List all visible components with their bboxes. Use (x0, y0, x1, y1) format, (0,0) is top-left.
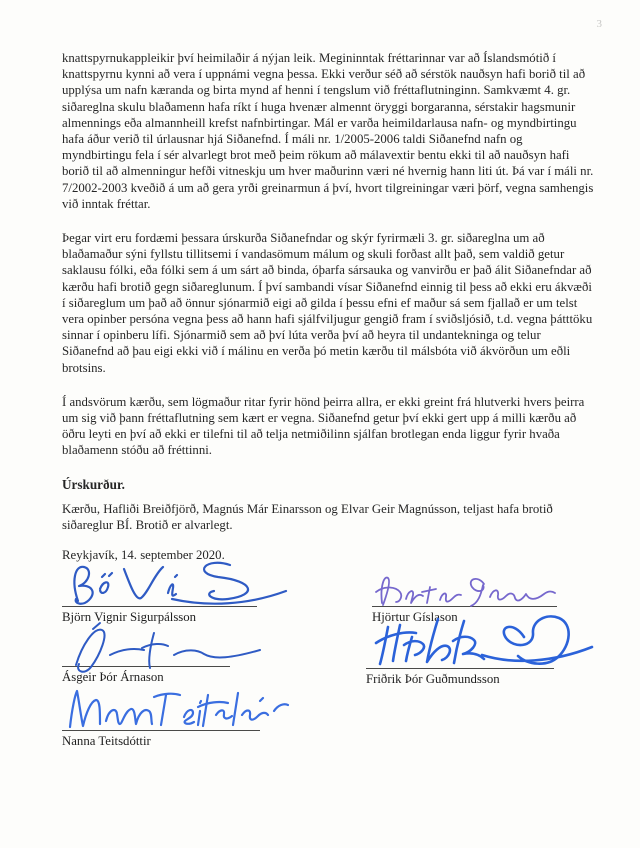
signatory-name-asgeir: Ásgeir Þór Árnason (62, 670, 164, 684)
signature-bjorn-handwriting-ink (62, 555, 290, 613)
page-number: 3 (596, 18, 602, 30)
ruling-heading: Úrskurður. (62, 476, 125, 492)
document-body (62, 50, 594, 551)
signatory-name-bjorn: Björn Vignir Sigurpálsson (62, 610, 197, 624)
signature-block-fridrik (366, 609, 556, 687)
paragraph-2: Þegar virt eru fordæmi þessara úrskurða Siðanefndar og skýr fyrirmæli 3. gr. siðareglna um að blaðamaður sýni fyllstu tillitsemi í vandasömum málum og skuli forðast allt það, sem valdið getur saklausu fólki, eða fólki sem á um sárt að binda, óþarfa sársauka og vanvirðu er það álit Siðanefndar að kærðu hafi brotið gegn siðareglunum. Í því sambandi vísar Siðanefnd einnig til þess að ekki eru ákvæði í siðareglum um það að önnur sjónarmið eigi að gilda í þessu efni ef maður sá sem fjallað er um telst vera opinber persóna vegna þess að hann hafi sjálfviljugur gengið fram í sviðsljósið, t.d. vegna þátttöku sinnar í opinberu lífi. Sjónarmið sem að því lúta verða því að heyra til undantekninga og telur Siðanefnd að þau eigi ekki við í málinu en verða þó metin kærðu til málsbóta við ákvörðun um eðli brotsins. (62, 231, 593, 375)
paragraph-3: Í andsvörum kærðu, sem lögmaður ritar fyrir hönd þeirra allra, er ekki greint frá hlutverki hvers þeirra um sig við þann fréttaflutning sem kært er vegna. Siðanefnd getur því ekki gert upp á milli kærðu að öðru leyti en því að ekki er tilefni til að telja netmiðilinn sjálfan brotlegan enda liggur fyrir hvaða blaðamenn stóðu að fréttinni. (62, 394, 585, 458)
ruling-text: Kærðu, Hafliði Breiðfjörð, Magnús Már Einarsson og Elvar Geir Magnússon, teljast hafa brotið siðareglur BÍ. Brotið er alvarlegt. (62, 501, 553, 533)
paragraph-1: knattspyrnukappleikir því heimilaðir á nýjan leik. Megininntak fréttarinnar var að Íslandsmótið í knattspyrnu kynni að vera í uppnámi vegna þessa. Ekki verður séð að sérstök nauðsyn hafi borið til að upplýsa um nafn kæranda og birta mynd af henni í tengslum við fréttaflutninginn. Samkvæmt 4. gr. siðareglna skulu blaðamenn hafa ríkt í huga hvenær almennt öryggi borgaranna, sérstakir hagsmunir almennings eða almannheill krefst nafnbirtingar. Mál er varða heimildarlausa nafn- og myndbirtingu hafa áður verið til úrlausnar hjá Siðanefnd. Í máli nr. 1/2005-2006 taldi Siðanefnd nafn og myndbirtingu fela í sér alvarlegt brot með þeim rökum að málavextir bentu ekki til að nauðsyn hafi borið til að almenningur hefði vitneskju um hver maðurinn væri né hvernig hann liti út. Þá var í máli nr. 7/2002-2003 kveðið á um að gera yrði greinarmun á því, hvort tilgreiningar væri þörf, vegna samhengis við inntak fréttar. (62, 51, 594, 211)
signatory-name-fridrik: Friðrik Þór Guðmundsson (366, 672, 500, 686)
signature-fridrik-handwriting-ink (366, 609, 596, 675)
signatory-name-hjortur: Hjörtur Gíslason (372, 610, 458, 624)
signature-nanna-handwriting-ink (62, 681, 297, 737)
dateline: Reykjavík, 14. september 2020. (62, 548, 225, 562)
signature-block-nanna (62, 681, 262, 749)
signatory-name-nanna: Nanna Teitsdóttir (62, 734, 151, 748)
signature-block-asgeir (62, 621, 262, 685)
signature-block-bjorn (62, 555, 262, 625)
